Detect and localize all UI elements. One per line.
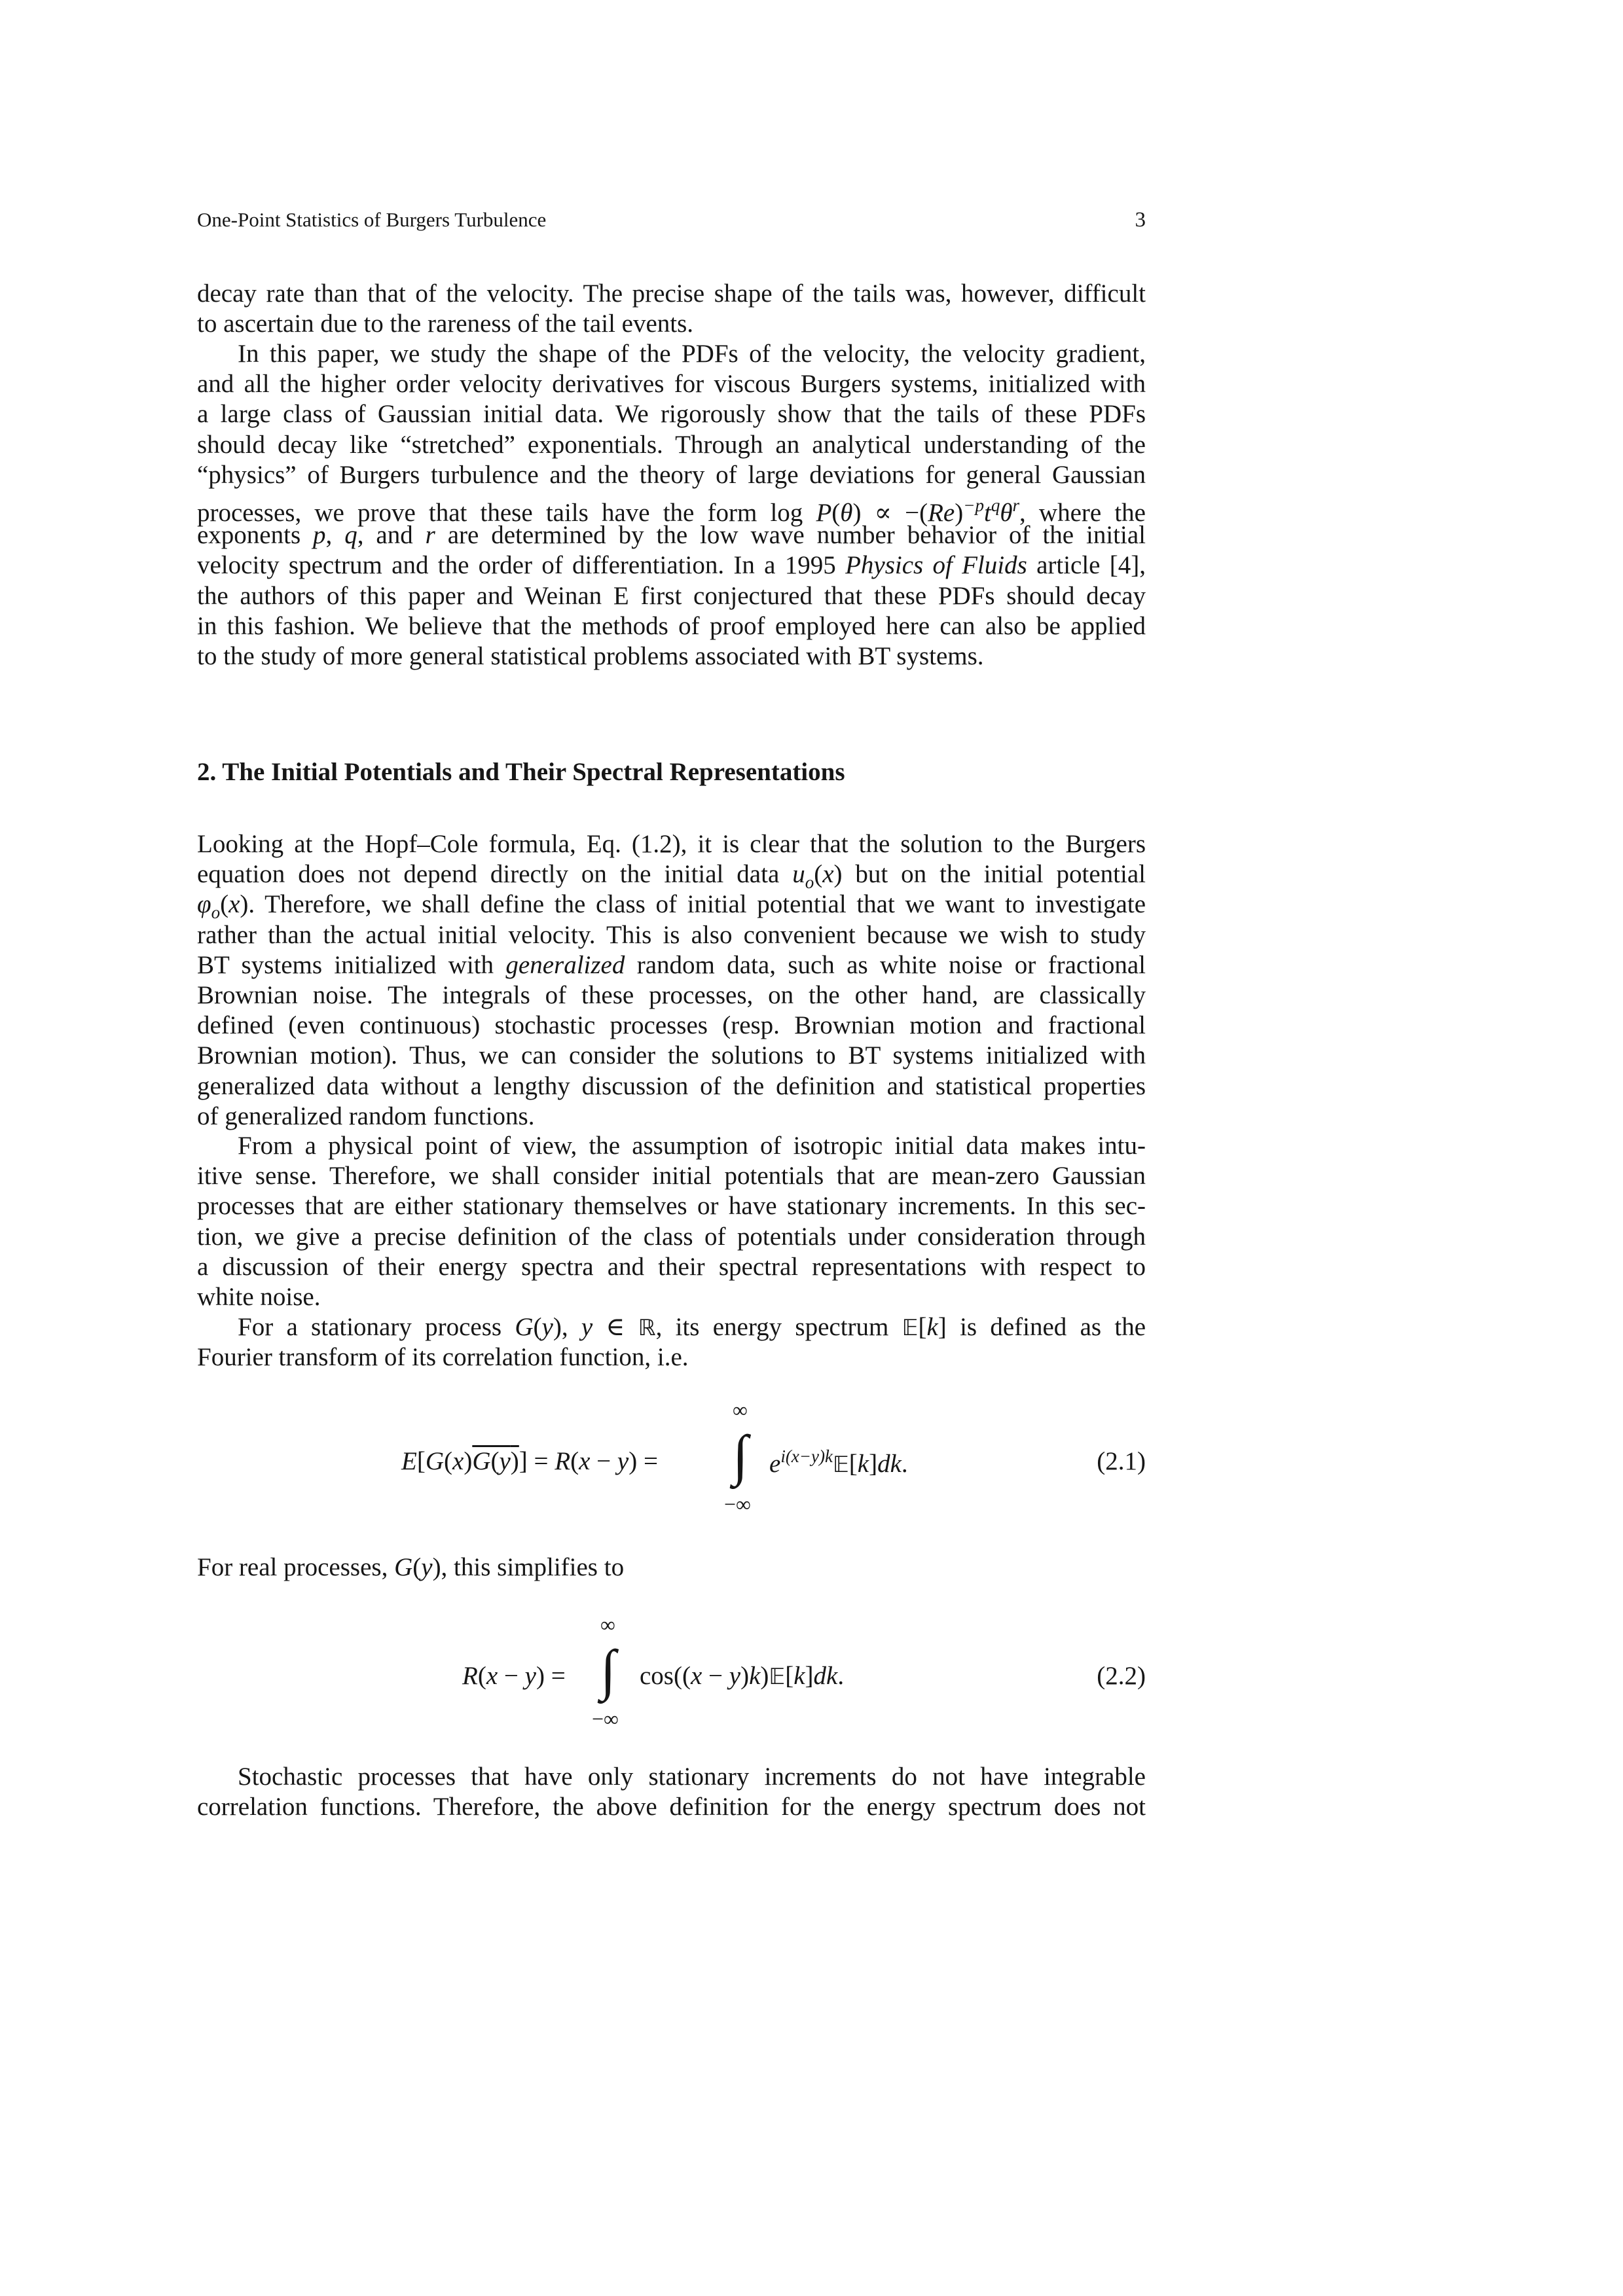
text-line-with-formula: exponents p, q, and r are determined by the low wave number behavior of the initial: [197, 521, 1146, 550]
equation-number: (2.2): [1097, 1662, 1146, 1690]
integral-sign: ∫: [600, 1638, 616, 1701]
equation-number: (2.1): [1097, 1447, 1146, 1475]
intro-paragraph: [197, 279, 1146, 339]
text-line: a large class of Gaussian initial data. We rigorously show that the tails of these PDFs: [197, 400, 1146, 429]
text-line: tion, we give a precise definition of the class of potentials under consideration through: [197, 1222, 1146, 1251]
text-line: of generalized random functions.: [197, 1102, 535, 1130]
equation-2-2-integrand: cos((x − y)k)𝔼[k]dk.: [640, 1662, 845, 1690]
integral-sign: ∫: [733, 1424, 748, 1486]
paragraph-stationary-increments: [197, 1762, 1146, 1822]
integral-upper-limit: ∞: [733, 1398, 748, 1422]
equation-2-1-integrand: $e^{i(x-y)k}𝔼[k]dk$.: [769, 1446, 908, 1478]
text-line: to the study of more general statistical problems associated with BT systems.: [197, 641, 984, 670]
text-line: Brownian motion). Thus, we can consider the solutions to BT systems initialized with: [197, 1041, 1146, 1070]
integral-lower-limit: −∞: [724, 1492, 751, 1516]
integral-upper-limit: ∞: [600, 1613, 615, 1636]
section-heading: 2. The Initial Potentials and Their Spectral Representations: [197, 758, 845, 786]
equation-2-2-lhs: R(x − y) =: [462, 1662, 566, 1690]
equation-2-1: [197, 1394, 1146, 1525]
text-line: generalized data without a lengthy discussion of the definition and statistical properties: [197, 1071, 1146, 1100]
text-line: white noise.: [197, 1282, 321, 1311]
text-line: a discussion of their energy spectra and their spectral representations with respect to: [197, 1252, 1146, 1281]
text-line-with-emphasis: BT systems initialized with generalized random data, such as white noise or fractional: [197, 950, 1146, 979]
text-line-with-citation: velocity spectrum and the order of differentiation. In a 1995 Physics of Fluids article [4],: [197, 551, 1146, 580]
text-line: processes that are either stationary themselves or have stationary increments. In this sec-: [197, 1192, 1146, 1221]
paragraph-isotropic: [197, 1131, 1146, 1312]
text-line: Looking at the Hopf–Cole formula, Eq. (1.2), it is clear that the solution to the Burgers: [197, 830, 1146, 858]
text-line: “physics” of Burgers turbulence and the theory of large deviations for general Gaussian: [197, 460, 1146, 489]
equation-2-1-lhs: E[G(x)G(y)] = R(x − y) =: [401, 1447, 658, 1475]
text-line: Brownian noise. The integrals of these processes, on the other hand, are classically: [197, 980, 1146, 1009]
text-line: the authors of this paper and Weinan E first conjectured that these PDFs should decay: [197, 581, 1146, 610]
text-line: In this paper, we study the shape of the PDFs of the velocity, the velocity gradient,: [238, 340, 1146, 368]
text-line-with-formula: For real processes, G(y), this simplifies to: [197, 1553, 625, 1581]
text-line-with-formula: equation does not depend directly on the initial data $u_o(x)$ but on the initial potential: [197, 860, 1146, 892]
text-line: defined (even continuous) stochastic processes (resp. Brownian motion and fractional: [197, 1011, 1146, 1040]
text-line: and all the higher order velocity derivatives for viscous Burgers systems, initialized with: [197, 370, 1146, 399]
text-line: rather than the actual initial velocity. This is also convenient because we wish to study: [197, 920, 1146, 949]
text-line: itive sense. Therefore, we shall consider initial potentials that are mean-zero Gaussian: [197, 1162, 1146, 1191]
text-line: in this fashion. We believe that the methods of proof employed here can also be applied: [197, 611, 1146, 640]
text-line: should decay like “stretched” exponentials. Through an analytical understanding of the: [197, 430, 1146, 459]
running-title: One-Point Statistics of Burgers Turbulence: [197, 208, 547, 231]
integral-lower-limit: −∞: [592, 1707, 619, 1731]
text-line-with-formula: processes, we prove that these tails have the form $\log P(\theta) \propto -(Re)^{-p}t^q\theta^r$, where the: [197, 495, 1146, 527]
text-line: correlation functions. Therefore, the above definition for the energy spectrum does not: [197, 1793, 1146, 1821]
text-line: From a physical point of view, the assumption of isotropic initial data makes intu-: [238, 1132, 1146, 1160]
paragraph-stationary: [197, 1312, 1146, 1372]
equation-2-2: [197, 1610, 1146, 1741]
text-line: Fourier transform of its correlation function, i.e.: [197, 1343, 689, 1372]
text-line-with-formula: For a stationary process G(y), y ∈ ℝ, its energy spectrum 𝔼[k] is defined as the: [238, 1313, 1146, 1341]
text-line: to ascertain due to the rareness of the tail events.: [197, 310, 694, 338]
paragraph-pdf-study: [197, 339, 1146, 672]
paragraph-real-processes: [197, 1552, 1146, 1583]
page-number: 3: [1135, 208, 1146, 232]
text-line-with-formula: $\varphi_o(x)$. Therefore, we shall define the class of initial potential that we want to investigate: [197, 890, 1146, 923]
text-line: Stochastic processes that have only stationary increments do not have integrable: [238, 1763, 1146, 1791]
paragraph-hopf-cole: [197, 829, 1146, 1132]
text-line: decay rate than that of the velocity. The precise shape of the tails was, however, difficult: [197, 279, 1146, 308]
running-header: [197, 208, 1146, 238]
